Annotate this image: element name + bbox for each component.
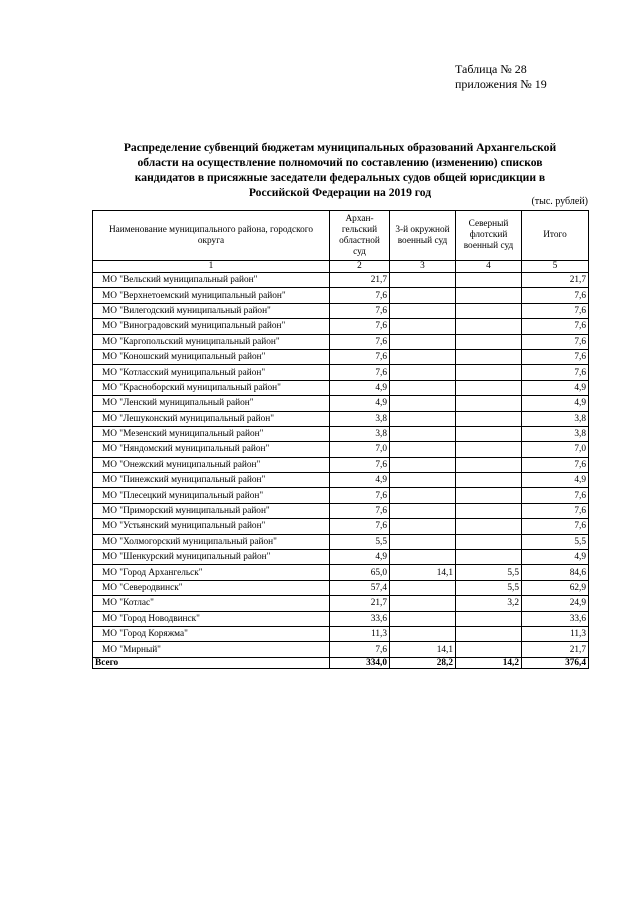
table-row [93, 319, 589, 334]
cell-total: 11,3 [522, 626, 589, 641]
row-name: МО "Город Архангельск" [93, 565, 330, 580]
cell-fleet-military-court: 5,5 [456, 565, 522, 580]
cell-regional-court: 7,6 [330, 334, 390, 349]
table-row [93, 611, 589, 626]
row-name: МО "Мезенский муниципальный район" [93, 426, 330, 441]
cell-regional-court: 7,6 [330, 457, 390, 472]
table-row [93, 580, 589, 595]
cell-regional-court: 7,6 [330, 519, 390, 534]
column-header-name: Наименование муниципального района, городского округа [93, 211, 330, 261]
cell-district-military-court [390, 334, 456, 349]
cell-district-military-court [390, 411, 456, 426]
row-name: МО "Вилегодский муниципальный район" [93, 303, 330, 318]
cell-district-military-court: 14,1 [390, 642, 456, 657]
row-name: МО "Город Новодвинск" [93, 611, 330, 626]
table-body [93, 273, 589, 658]
row-name: МО "Город Коряжма" [93, 626, 330, 641]
title-line: Российской Федерации на 2019 год [248, 186, 432, 199]
cell-fleet-military-court [456, 534, 522, 549]
cell-total: 5,5 [522, 534, 589, 549]
cell-district-military-court [390, 488, 456, 503]
cell-fleet-military-court [456, 611, 522, 626]
column-number: 4 [456, 261, 522, 273]
table-row [93, 288, 589, 303]
cell-total: 3,8 [522, 426, 589, 441]
cell-fleet-military-court [456, 642, 522, 657]
cell-fleet-military-court [456, 488, 522, 503]
total-sum: 376,4 [522, 657, 589, 668]
column-number: 3 [390, 261, 456, 273]
table-row [93, 488, 589, 503]
cell-district-military-court [390, 550, 456, 565]
cell-regional-court: 5,5 [330, 534, 390, 549]
row-name: МО "Вельский муниципальный район" [93, 273, 330, 288]
table-row [93, 426, 589, 441]
row-name: МО "Мирный" [93, 642, 330, 657]
cell-fleet-military-court [456, 503, 522, 518]
cell-regional-court: 21,7 [330, 596, 390, 611]
row-name: МО "Каргопольский муниципальный район" [93, 334, 330, 349]
cell-regional-court: 4,9 [330, 380, 390, 395]
table-number: Таблица № 28 [455, 62, 527, 76]
cell-total: 7,6 [522, 365, 589, 380]
cell-regional-court: 3,8 [330, 426, 390, 441]
total-district-military-court: 28,2 [390, 657, 456, 668]
cell-regional-court: 11,3 [330, 626, 390, 641]
cell-district-military-court [390, 534, 456, 549]
cell-regional-court: 7,6 [330, 365, 390, 380]
cell-regional-court: 7,6 [330, 303, 390, 318]
row-name: МО "Верхнетоемский муниципальный район" [93, 288, 330, 303]
cell-total: 21,7 [522, 642, 589, 657]
cell-fleet-military-court [456, 426, 522, 441]
cell-fleet-military-court [456, 273, 522, 288]
cell-fleet-military-court [456, 442, 522, 457]
cell-fleet-military-court [456, 519, 522, 534]
column-header-fleet-military-court: Северный флотский военный суд [456, 211, 522, 261]
cell-total: 7,6 [522, 303, 589, 318]
cell-district-military-court [390, 626, 456, 641]
cell-district-military-court [390, 503, 456, 518]
cell-total: 7,6 [522, 334, 589, 349]
cell-regional-court: 33,6 [330, 611, 390, 626]
cell-district-military-court [390, 580, 456, 595]
row-name: МО "Устьянский муниципальный район" [93, 519, 330, 534]
column-header-district-military-court: 3-й окружной военный суд [390, 211, 456, 261]
cell-total: 4,9 [522, 473, 589, 488]
cell-total: 84,6 [522, 565, 589, 580]
appendix-number: приложения № 19 [455, 77, 547, 91]
table-row [93, 273, 589, 288]
table-header-row [93, 211, 589, 261]
cell-district-military-court [390, 457, 456, 472]
row-name: МО "Пинежский муниципальный район" [93, 473, 330, 488]
table-row [93, 473, 589, 488]
cell-regional-court: 4,9 [330, 396, 390, 411]
table-row [93, 550, 589, 565]
cell-total: 4,9 [522, 380, 589, 395]
cell-regional-court: 7,6 [330, 349, 390, 364]
cell-district-military-court [390, 611, 456, 626]
cell-fleet-military-court [456, 626, 522, 641]
table-row [93, 519, 589, 534]
column-number: 5 [522, 261, 589, 273]
column-header-regional-court: Архан-гельский областной суд [330, 211, 390, 261]
cell-district-military-court [390, 442, 456, 457]
cell-total: 7,6 [522, 457, 589, 472]
table-row [93, 442, 589, 457]
cell-fleet-military-court [456, 550, 522, 565]
table-row [93, 380, 589, 395]
title-line: Распределение субвенций бюджетам муниципальных образований Архангельской [123, 141, 557, 154]
cell-regional-court: 4,9 [330, 550, 390, 565]
cell-total: 4,9 [522, 396, 589, 411]
table-row [93, 457, 589, 472]
row-name: МО "Красноборский муниципальный район" [93, 380, 330, 395]
cell-district-military-court [390, 473, 456, 488]
total-regional-court: 334,0 [330, 657, 390, 668]
cell-total: 62,9 [522, 580, 589, 595]
cell-fleet-military-court [456, 473, 522, 488]
table-row [93, 365, 589, 380]
cell-regional-court: 7,6 [330, 488, 390, 503]
cell-fleet-military-court [456, 396, 522, 411]
cell-regional-court: 7,6 [330, 642, 390, 657]
cell-total: 7,6 [522, 488, 589, 503]
cell-district-military-court [390, 426, 456, 441]
units-label: (тыс. рублей) [531, 196, 588, 207]
title-line: кандидатов в присяжные заседатели федеральных судов общей юрисдикции в [134, 171, 546, 184]
cell-district-military-court [390, 365, 456, 380]
total-row [93, 657, 589, 668]
cell-total: 7,6 [522, 519, 589, 534]
row-name: МО "Холмогорский муниципальный район" [93, 534, 330, 549]
cell-district-military-court [390, 319, 456, 334]
row-name: МО "Шенкурский муниципальный район" [93, 550, 330, 565]
row-name: МО "Виноградовский муниципальный район" [93, 319, 330, 334]
cell-district-military-court [390, 396, 456, 411]
cell-regional-court: 7,6 [330, 503, 390, 518]
table-row [93, 565, 589, 580]
cell-regional-court: 21,7 [330, 273, 390, 288]
table-row [93, 411, 589, 426]
cell-district-military-court [390, 380, 456, 395]
cell-total: 4,9 [522, 550, 589, 565]
cell-fleet-military-court [456, 319, 522, 334]
cell-fleet-military-court [456, 334, 522, 349]
cell-total: 24,9 [522, 596, 589, 611]
row-name: МО "Ленский муниципальный район" [93, 396, 330, 411]
column-number: 2 [330, 261, 390, 273]
table-row [93, 396, 589, 411]
cell-total: 7,6 [522, 349, 589, 364]
cell-regional-court: 3,8 [330, 411, 390, 426]
column-header-total: Итого [522, 211, 589, 261]
cell-total: 7,0 [522, 442, 589, 457]
column-numbers-row [93, 261, 589, 273]
cell-regional-court: 57,4 [330, 580, 390, 595]
cell-fleet-military-court [456, 457, 522, 472]
total-fleet-military-court: 14,2 [456, 657, 522, 668]
cell-fleet-military-court [456, 365, 522, 380]
table-row [93, 534, 589, 549]
table-row [93, 626, 589, 641]
row-name: МО "Онежский муниципальный район" [93, 457, 330, 472]
row-name: МО "Северодвинск" [93, 580, 330, 595]
row-name: МО "Няндомский муниципальный район" [93, 442, 330, 457]
title-line: области на осуществление полномочий по составлению (изменению) списков [137, 156, 543, 169]
row-name: МО "Котлас" [93, 596, 330, 611]
cell-regional-court: 7,6 [330, 319, 390, 334]
row-name: МО "Плесецкий муниципальный район" [93, 488, 330, 503]
cell-regional-court: 7,0 [330, 442, 390, 457]
cell-fleet-military-court [456, 380, 522, 395]
row-name: МО "Коношский муниципальный район" [93, 349, 330, 364]
table-reference [455, 62, 547, 92]
table-row [93, 596, 589, 611]
table-row [93, 503, 589, 518]
cell-total: 33,6 [522, 611, 589, 626]
row-name: МО "Приморский муниципальный район" [93, 503, 330, 518]
cell-district-military-court [390, 519, 456, 534]
cell-fleet-military-court: 3,2 [456, 596, 522, 611]
document-title [94, 140, 586, 200]
table-row [93, 349, 589, 364]
cell-total: 7,6 [522, 319, 589, 334]
cell-regional-court: 4,9 [330, 473, 390, 488]
cell-total: 3,8 [522, 411, 589, 426]
cell-total: 21,7 [522, 273, 589, 288]
cell-total: 7,6 [522, 503, 589, 518]
table-row [93, 642, 589, 657]
cell-fleet-military-court [456, 288, 522, 303]
cell-regional-court: 65,0 [330, 565, 390, 580]
cell-district-military-court [390, 303, 456, 318]
subvention-table [92, 210, 589, 669]
cell-district-military-court [390, 288, 456, 303]
row-name: МО "Лешуконский муниципальный район" [93, 411, 330, 426]
cell-district-military-court: 14,1 [390, 565, 456, 580]
cell-fleet-military-court [456, 349, 522, 364]
cell-regional-court: 7,6 [330, 288, 390, 303]
cell-fleet-military-court [456, 411, 522, 426]
cell-district-military-court [390, 596, 456, 611]
table-row [93, 303, 589, 318]
column-number: 1 [93, 261, 330, 273]
total-label: Всего [93, 657, 330, 668]
cell-total: 7,6 [522, 288, 589, 303]
table-row [93, 334, 589, 349]
cell-fleet-military-court [456, 303, 522, 318]
cell-district-military-court [390, 349, 456, 364]
row-name: МО "Котласский муниципальный район" [93, 365, 330, 380]
cell-district-military-court [390, 273, 456, 288]
cell-fleet-military-court: 5,5 [456, 580, 522, 595]
